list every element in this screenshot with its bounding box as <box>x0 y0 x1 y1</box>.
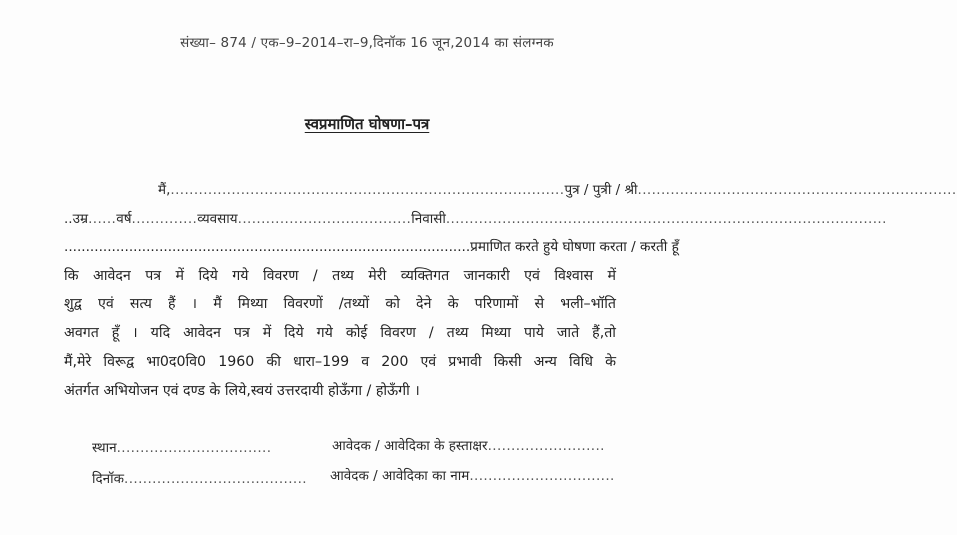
resident-field[interactable]: .............................................................................................. <box>445 211 887 227</box>
paragraph-line: अवगत हूँ । यदि आवेदन पत्र में दिये गये कोई विवरण / तथ्य मिथ्या पाये जाते हैं,तो <box>64 325 616 342</box>
applicant-name-field[interactable]: ............................... <box>469 468 615 484</box>
signature-label: आवेदक / आवेदिका के हस्ताक्षर <box>332 438 488 454</box>
name-field[interactable]: .................................................................................... <box>170 182 565 198</box>
year-label: वर्ष <box>116 211 132 227</box>
details-line <box>64 209 887 227</box>
signature-field[interactable]: ......................... <box>487 438 605 454</box>
place-field[interactable]: ................................. <box>116 440 272 456</box>
applicant-name-label: आवेदक / आवेदिका का नाम <box>330 468 470 484</box>
reference-header: संख्या– 874 / एक–9–2014–रा–9,दिनॉक 16 जून,2014 का संलग्नक <box>180 35 554 51</box>
page-title <box>0 114 734 134</box>
relation-label: पुत्र / पुत्री / श्री <box>564 182 638 198</box>
date-label: दिनॉक <box>92 471 125 487</box>
paragraph-line: मैं,मेरे विरूद्व भा0द0वि0 1960 की धारा–199 व 200 एवं प्रभावी किसी अन्य विधि के <box>64 353 616 370</box>
name-lead-label: मैं, <box>158 182 171 198</box>
paragraph-line: ..............................................................................................प्रमाणित करते हुये घोषणा करता / करती हूँ <box>64 239 679 255</box>
paragraph-line: कि आवेदन पत्र में दिये गये विवरण / तथ्य मेरी व्यक्तिगत जानकारी एवं विश्वास में <box>64 267 616 284</box>
year-field[interactable]: .............. <box>131 211 198 227</box>
relation-name-field[interactable]: .................................................................... <box>637 182 957 198</box>
date-row <box>92 469 307 487</box>
place-label: स्थान <box>92 440 117 456</box>
signature-row <box>332 436 605 454</box>
title-text: स्वप्रमाणित घोषणा–पत्र <box>304 115 430 133</box>
resident-label: निवासी <box>411 211 446 227</box>
paragraph-line: शुद्व एवं सत्य हैं । मैं मिथ्या विवरणों /तथ्यों को देने के परिणामों से भली–भॉति <box>64 296 616 313</box>
paragraph-line: अंतर्गत अभियोजन एवं दण्ड के लिये,स्वयं उत्तरदायी होऊँगा / होऊँगी । <box>64 382 420 399</box>
age-field[interactable]: ...... <box>88 211 117 227</box>
name-line <box>158 180 957 198</box>
date-field[interactable]: ....................................... <box>124 471 307 487</box>
declaration-paragraph <box>64 233 679 405</box>
occupation-label: व्यवसाय <box>197 211 238 227</box>
occupation-field[interactable]: ..................................... <box>237 211 412 227</box>
age-label: ..उम्र <box>64 211 89 227</box>
applicant-name-row <box>330 466 615 484</box>
place-row <box>92 438 271 456</box>
